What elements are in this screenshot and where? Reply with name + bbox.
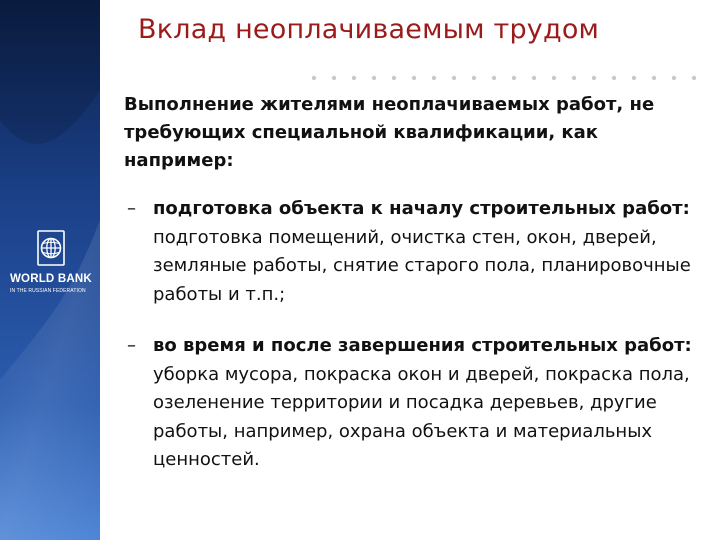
bullet-lead: подготовка объекта к началу строительных работ: — [153, 198, 690, 219]
bullet-text — [153, 195, 707, 309]
bullet-item — [127, 195, 707, 309]
divider-dot — [312, 76, 316, 80]
dotted-divider — [308, 72, 708, 84]
divider-dot — [552, 76, 556, 80]
divider-dot — [632, 76, 636, 80]
bullet-rest: подготовка помещений, очистка стен, окон, дверей, земляные работы, снятие старого пола, планировочные работы и т.п.; — [153, 226, 691, 305]
divider-dot — [532, 76, 536, 80]
slide-title: Вклад неоплачиваемым трудом — [138, 14, 600, 45]
divider-dot — [452, 76, 456, 80]
divider-dot — [412, 76, 416, 80]
divider-dot — [492, 76, 496, 80]
intro-paragraph: Выполнение жителями неоплачиваемых работ, не требующих специальной квалификации, как например: — [124, 94, 655, 171]
divider-dot — [332, 76, 336, 80]
divider-dot — [432, 76, 436, 80]
divider-dot — [572, 76, 576, 80]
divider-dot — [472, 76, 476, 80]
divider-dot — [592, 76, 596, 80]
divider-dot — [692, 76, 696, 80]
bullet-rest: уборка мусора, покраска окон и дверей, покраска пола, озеленение территории и посадка деревьев, другие работы, например, охрана объекта и материальных ценностей. — [153, 363, 690, 470]
world-bank-globe-icon — [37, 230, 65, 266]
logo-tagline: IN THE RUSSIAN FEDERATION — [10, 288, 86, 294]
bullet-item — [127, 332, 707, 475]
band-graphic — [0, 0, 100, 540]
divider-dot — [652, 76, 656, 80]
bullet-dash: – — [127, 198, 136, 219]
logo-name: WORLD BANK — [10, 273, 92, 285]
divider-dot — [672, 76, 676, 80]
bullet-dash: – — [127, 335, 136, 356]
divider-dot — [392, 76, 396, 80]
bullet-text — [153, 332, 707, 475]
divider-dot — [352, 76, 356, 80]
divider-dot — [512, 76, 516, 80]
divider-dot — [372, 76, 376, 80]
bullet-lead: во время и после завершения строительных работ: — [153, 335, 692, 356]
divider-dot — [612, 76, 616, 80]
left-blue-band — [0, 0, 100, 540]
